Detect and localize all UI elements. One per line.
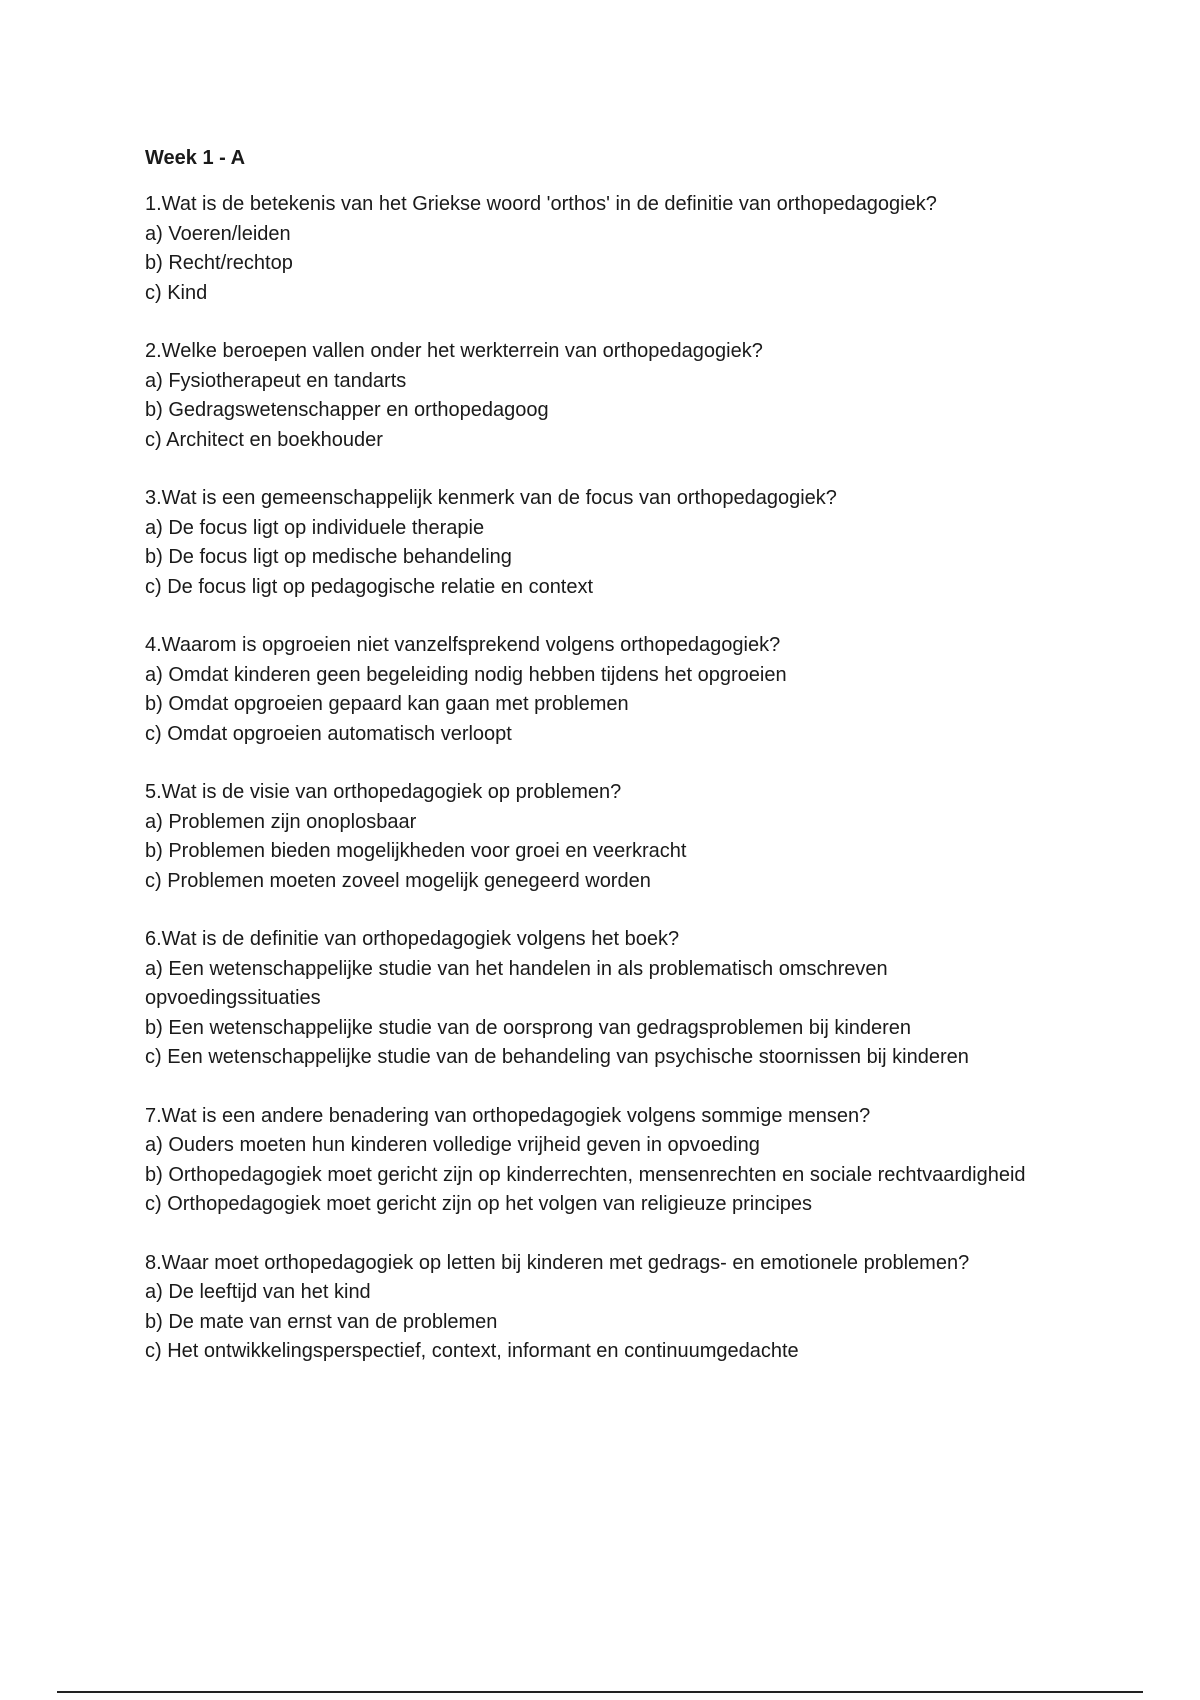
answer-option-c: c) De focus ligt op pedagogische relatie en context [145, 575, 594, 598]
question-8 [145, 1249, 1065, 1367]
answer-option-a: a) Fysiotherapeut en tandarts [145, 369, 407, 392]
question-4 [145, 631, 1065, 749]
answer-option-c: c) Architect en boekhouder [145, 428, 383, 451]
question-text: 5.Wat is de visie van orthopedagogiek op problemen? [145, 781, 622, 803]
question-text: 4.Waarom is opgroeien niet vanzelfsprekend volgens orthopedagogiek? [145, 634, 781, 656]
question-text: 6.Wat is de definitie van orthopedagogiek volgens het boek? [145, 928, 680, 950]
answer-option-b: b) De mate van ernst van de problemen [145, 1310, 498, 1333]
answer-option-a: a) Problemen zijn onoplosbaar [145, 810, 417, 833]
question-text: 1.Wat is de betekenis van het Griekse woord 'orthos' in de definitie van orthopedagogiek? [145, 193, 937, 215]
answer-option-c: c) Kind [145, 281, 208, 304]
answer-option-c: c) Een wetenschappelijke studie van de behandeling van psychische stoornissen bij kinderen [145, 1046, 969, 1068]
answer-option-a: a) Een wetenschappelijke studie van het handelen in als problematisch omschreven opvoedingssituaties [145, 957, 888, 1009]
answer-option-c: c) Omdat opgroeien automatisch verloopt [145, 722, 512, 745]
answer-option-b: b) Een wetenschappelijke studie van de oorsprong van gedragsproblemen bij kinderen [145, 1016, 912, 1039]
document-page [145, 140, 1065, 1396]
question-text: 8.Waar moet orthopedagogiek op letten bij kinderen met gedrags- en emotionele problemen? [145, 1251, 970, 1274]
question-text: 3.Wat is een gemeenschappelijk kenmerk van de focus van orthopedagogiek? [145, 487, 837, 509]
answer-option-a: a) De leeftijd van het kind [145, 1281, 371, 1303]
page-title: Week 1 - A [145, 147, 246, 169]
answer-option-c: c) Problemen moeten zoveel mogelijk genegeerd worden [145, 869, 651, 892]
question-text: 2.Welke beroepen vallen onder het werkterrein van orthopedagogiek? [145, 340, 763, 362]
answer-option-a: a) Voeren/leiden [145, 222, 291, 245]
page-bottom-divider [57, 1691, 1143, 1693]
answer-option-c: c) Het ontwikkelingsperspectief, context, informant en continuumgedachte [145, 1340, 799, 1362]
question-6 [145, 925, 1065, 1073]
question-2 [145, 337, 1065, 455]
answer-option-b: b) Orthopedagogiek moet gericht zijn op kinderrechten, mensenrechten en sociale rechtvaardigheid [145, 1163, 1026, 1186]
answer-option-c: c) Orthopedagogiek moet gericht zijn op het volgen van religieuze principes [145, 1193, 813, 1215]
answer-option-b: b) Recht/rechtop [145, 252, 293, 274]
answer-option-b: b) Gedragswetenschapper en orthopedagoog [145, 399, 549, 421]
question-5 [145, 778, 1065, 896]
answer-option-b: b) Problemen bieden mogelijkheden voor groei en veerkracht [145, 840, 687, 862]
question-3 [145, 484, 1065, 602]
question-7 [145, 1102, 1065, 1220]
answer-option-b: b) Omdat opgroeien gepaard kan gaan met problemen [145, 693, 629, 715]
answer-option-a: a) Ouders moeten hun kinderen volledige vrijheid geven in opvoeding [145, 1134, 760, 1156]
question-1 [145, 190, 1065, 308]
answer-option-a: a) De focus ligt op individuele therapie [145, 516, 485, 539]
answer-option-a: a) Omdat kinderen geen begeleiding nodig hebben tijdens het opgroeien [145, 663, 787, 686]
question-text: 7.Wat is een andere benadering van orthopedagogiek volgens sommige mensen? [145, 1104, 871, 1127]
answer-option-b: b) De focus ligt op medische behandeling [145, 546, 512, 568]
